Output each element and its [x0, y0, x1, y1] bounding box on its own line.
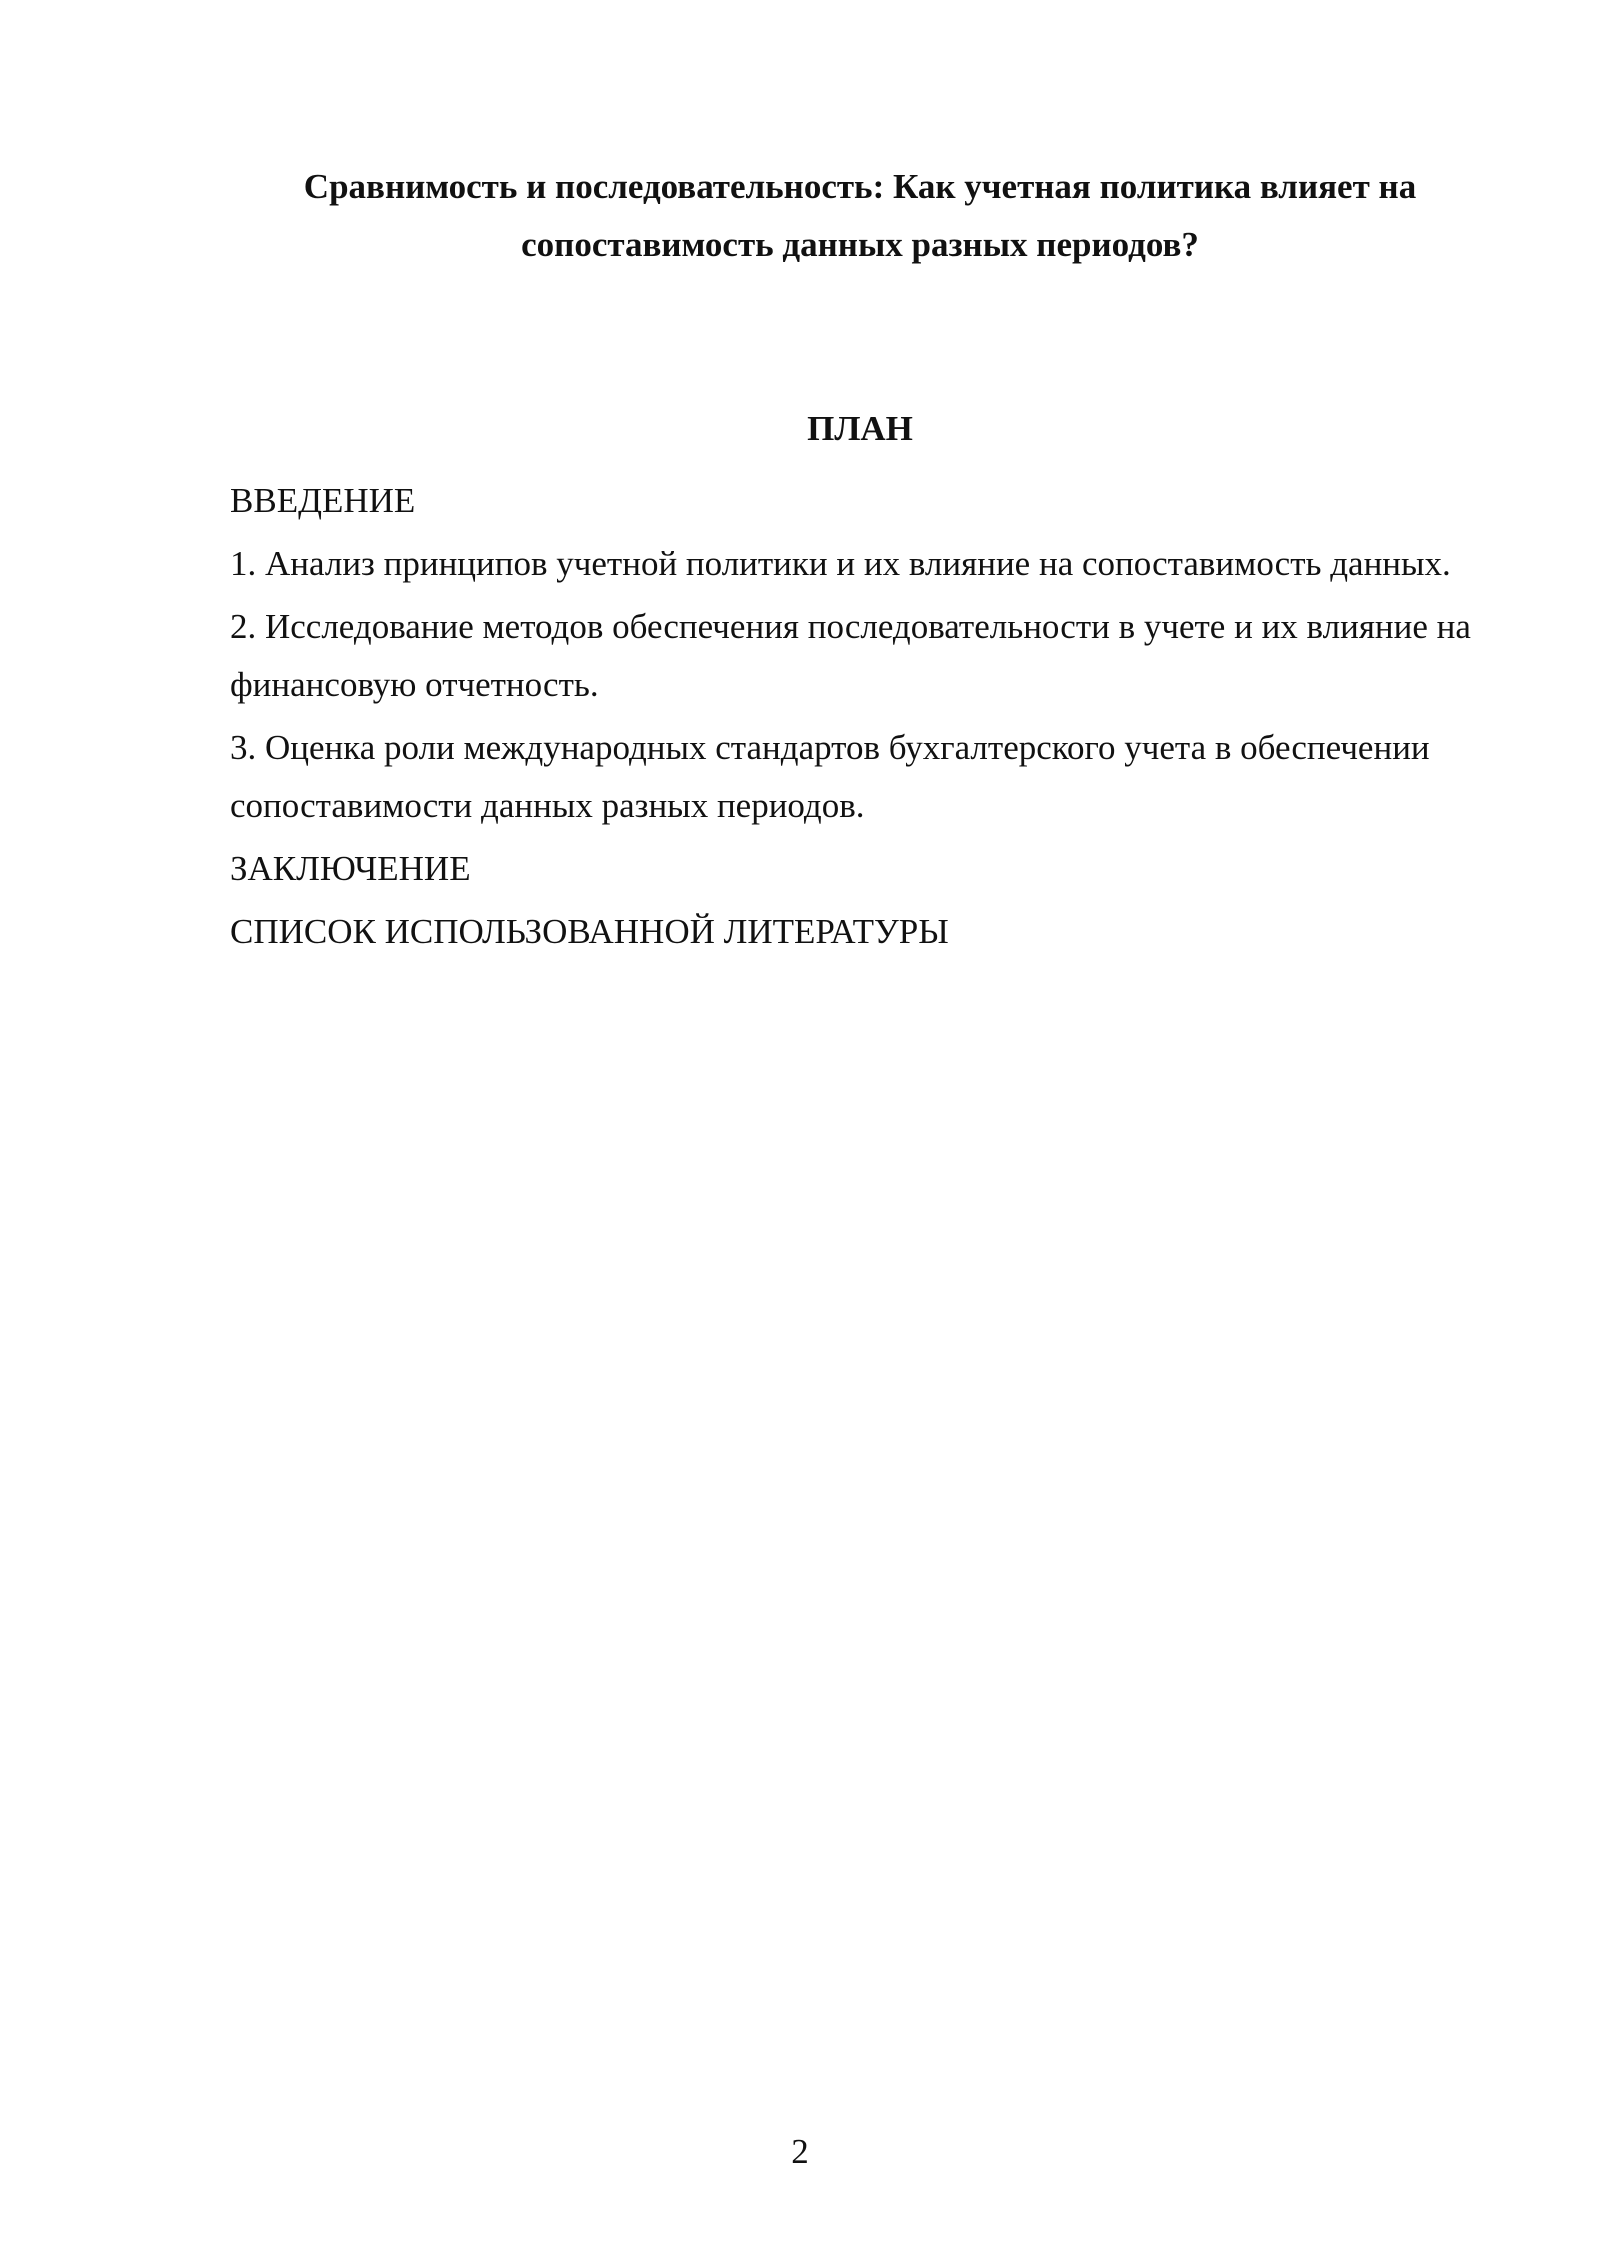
- plan-item-conclusion: ЗАКЛЮЧЕНИЕ: [230, 849, 471, 888]
- plan-heading: ПЛАН: [807, 409, 913, 448]
- plan-item-2: 2. Исследование методов обеспечения последовательности в учете и их влияние на финансовую отчетность.: [230, 607, 1471, 704]
- plan-item-introduction: ВВЕДЕНИЕ: [230, 481, 416, 520]
- document-title: Сравнимость и последовательность: Как учетная политика влияет на сопоставимость данных разных периодов?: [303, 167, 1417, 264]
- plan-item-references: СПИСОК ИСПОЛЬЗОВАННОЙ ЛИТЕРАТУРЫ: [230, 912, 949, 951]
- plan-list: [230, 472, 1490, 966]
- page-number: 2: [791, 2132, 809, 2171]
- plan-item-1: 1. Анализ принципов учетной политики и их влияние на сопоставимость данных.: [230, 544, 1451, 583]
- plan-item-3: 3. Оценка роли международных стандартов бухгалтерского учета в обеспечении сопоставимости данных разных периодов.: [230, 728, 1430, 825]
